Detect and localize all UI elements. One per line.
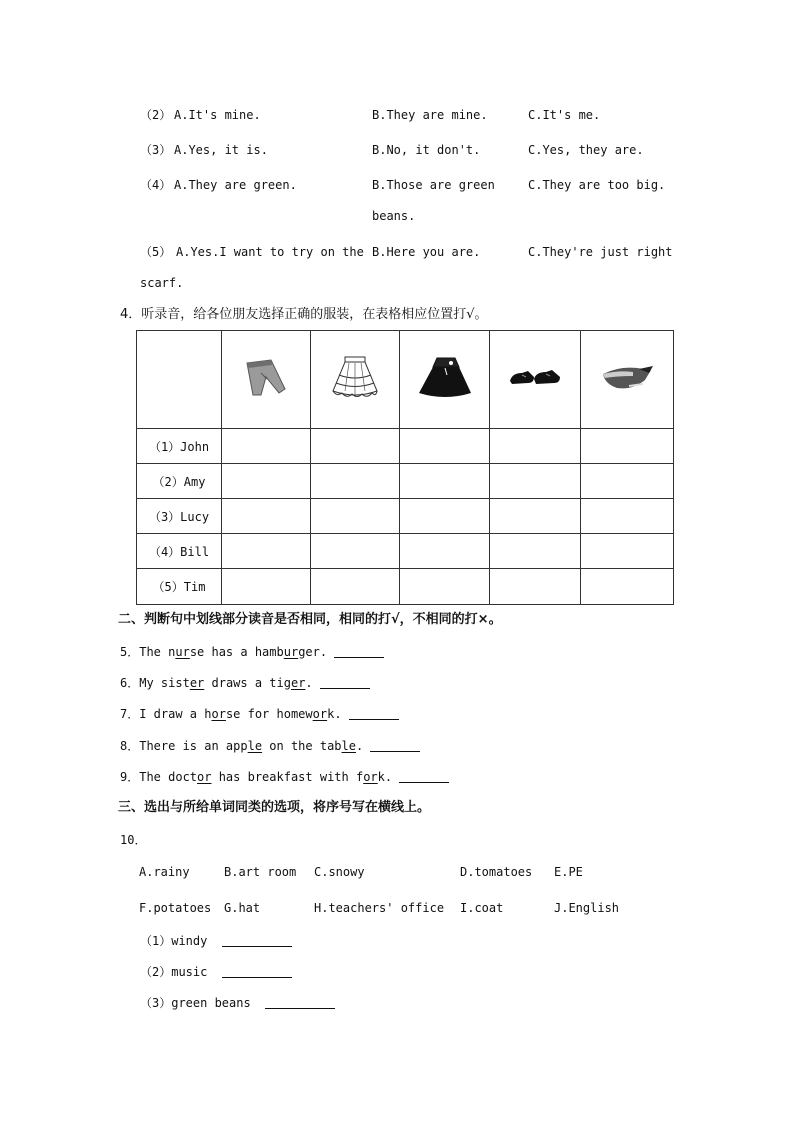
answer-cell[interactable] (400, 569, 490, 605)
sentence-6: 6．My sister draws a tiger. (120, 675, 370, 691)
row-label-bill: （4）Bill (137, 534, 222, 569)
option-h: H.teachers' office (314, 901, 445, 915)
answer-blank[interactable] (265, 996, 335, 1009)
answer-cell[interactable] (400, 499, 490, 534)
q3-5-number: （5） (140, 245, 172, 259)
item-windy: （1）windy (140, 933, 292, 949)
answer-cell[interactable] (490, 569, 581, 605)
black-shoes-icon (508, 363, 562, 393)
item-green-beans: （3）green beans (140, 995, 335, 1011)
answer-cell[interactable] (222, 464, 311, 499)
answer-cell[interactable] (311, 499, 400, 534)
pants-cell (222, 331, 311, 429)
answer-blank[interactable] (334, 645, 384, 658)
answer-cell[interactable] (400, 534, 490, 569)
option-j: J.English (554, 901, 620, 915)
q3-4-option-b-cont: beans. (372, 209, 416, 223)
answer-cell[interactable] (581, 464, 674, 499)
sentence-9: 9．The doctor has breakfast with fork. (120, 769, 449, 785)
white-skirt-icon (327, 353, 383, 403)
q3-3-option-a: A.Yes, it is. (174, 143, 268, 157)
row-label-tim: （5）Tim (137, 569, 222, 605)
white-skirt-cell (311, 331, 400, 429)
q3-5-option-c: C.They're just right (528, 245, 673, 259)
answer-cell[interactable] (490, 429, 581, 464)
black-shoes-cell (490, 331, 581, 429)
sentence-7: 7．I draw a horse for homework. (120, 706, 399, 722)
section2-heading: 二、判断句中划线部分读音是否相同，相同的打√，不相同的打×。 (118, 612, 502, 627)
answer-blank[interactable] (222, 934, 292, 947)
option-f: F.potatoes (139, 901, 212, 915)
header-empty-cell (137, 331, 222, 429)
answer-cell[interactable] (400, 429, 490, 464)
q3-5-option-b: B.Here you are. (372, 245, 481, 259)
answer-blank[interactable] (320, 676, 370, 689)
answer-cell[interactable] (400, 464, 490, 499)
q3-4-option-c: C.They are too big. (528, 178, 666, 192)
q3-2-number: （2） (140, 108, 172, 122)
answer-cell[interactable] (222, 534, 311, 569)
answer-blank[interactable] (370, 739, 420, 752)
answer-cell[interactable] (581, 534, 674, 569)
q3-2-option-c: C.It's me. (528, 108, 601, 122)
option-g: G.hat (224, 901, 261, 915)
sentence-8: 8．There is an apple on the table. (120, 738, 420, 754)
answer-blank[interactable] (399, 770, 449, 783)
answer-cell[interactable] (581, 569, 674, 605)
q3-4-option-b: B.Those are green (372, 178, 495, 192)
scarf-cell (581, 331, 674, 429)
q3-5-option-a-cont: scarf. (140, 276, 184, 290)
answer-cell[interactable] (222, 429, 311, 464)
answer-blank[interactable] (222, 965, 292, 978)
option-d: D.tomatoes (460, 865, 533, 879)
q3-2-option-b: B.They are mine. (372, 108, 488, 122)
q3-4-number: （4） (140, 178, 172, 192)
q10-number: 10． (120, 833, 147, 847)
option-c: C.snowy (314, 865, 365, 879)
answer-blank[interactable] (349, 707, 399, 720)
item-music: （2）music (140, 964, 292, 980)
answer-cell[interactable] (311, 534, 400, 569)
option-e: E.PE (554, 865, 583, 879)
scarf-icon (599, 360, 655, 396)
option-i: I.coat (460, 901, 504, 915)
option-a: A.rainy (139, 865, 190, 879)
answer-cell[interactable] (311, 569, 400, 605)
q4-instruction: 4．听录音，给各位朋友选择正确的服装，在表格相应位置打√。 (120, 307, 488, 322)
q3-3-number: （3） (140, 143, 172, 157)
q3-4-option-a: A.They are green. (174, 178, 297, 192)
black-dress-icon (415, 353, 475, 403)
answer-cell[interactable] (581, 429, 674, 464)
clothes-table (136, 330, 674, 605)
row-label-amy: （2）Amy (137, 464, 222, 499)
answer-cell[interactable] (222, 499, 311, 534)
q3-2-option-a: A.It's mine. (174, 108, 261, 122)
row-label-john: （1）John (137, 429, 222, 464)
answer-cell[interactable] (490, 534, 581, 569)
sentence-5: 5．The nurse has a hamburger. (120, 644, 384, 660)
row-label-lucy: （3）Lucy (137, 499, 222, 534)
section3-heading: 三、选出与所给单词同类的选项，将序号写在横线上。 (118, 800, 431, 815)
black-dress-cell (400, 331, 490, 429)
q3-3-option-c: C.Yes, they are. (528, 143, 644, 157)
answer-cell[interactable] (222, 569, 311, 605)
answer-cell[interactable] (490, 464, 581, 499)
option-b: B.art room (224, 865, 297, 879)
pants-icon (241, 357, 291, 399)
answer-cell[interactable] (311, 464, 400, 499)
answer-cell[interactable] (490, 499, 581, 534)
q3-3-option-b: B.No, it don't. (372, 143, 481, 157)
answer-cell[interactable] (581, 499, 674, 534)
q3-5-option-a: A.Yes.I want to try on the (176, 245, 364, 259)
answer-cell[interactable] (311, 429, 400, 464)
